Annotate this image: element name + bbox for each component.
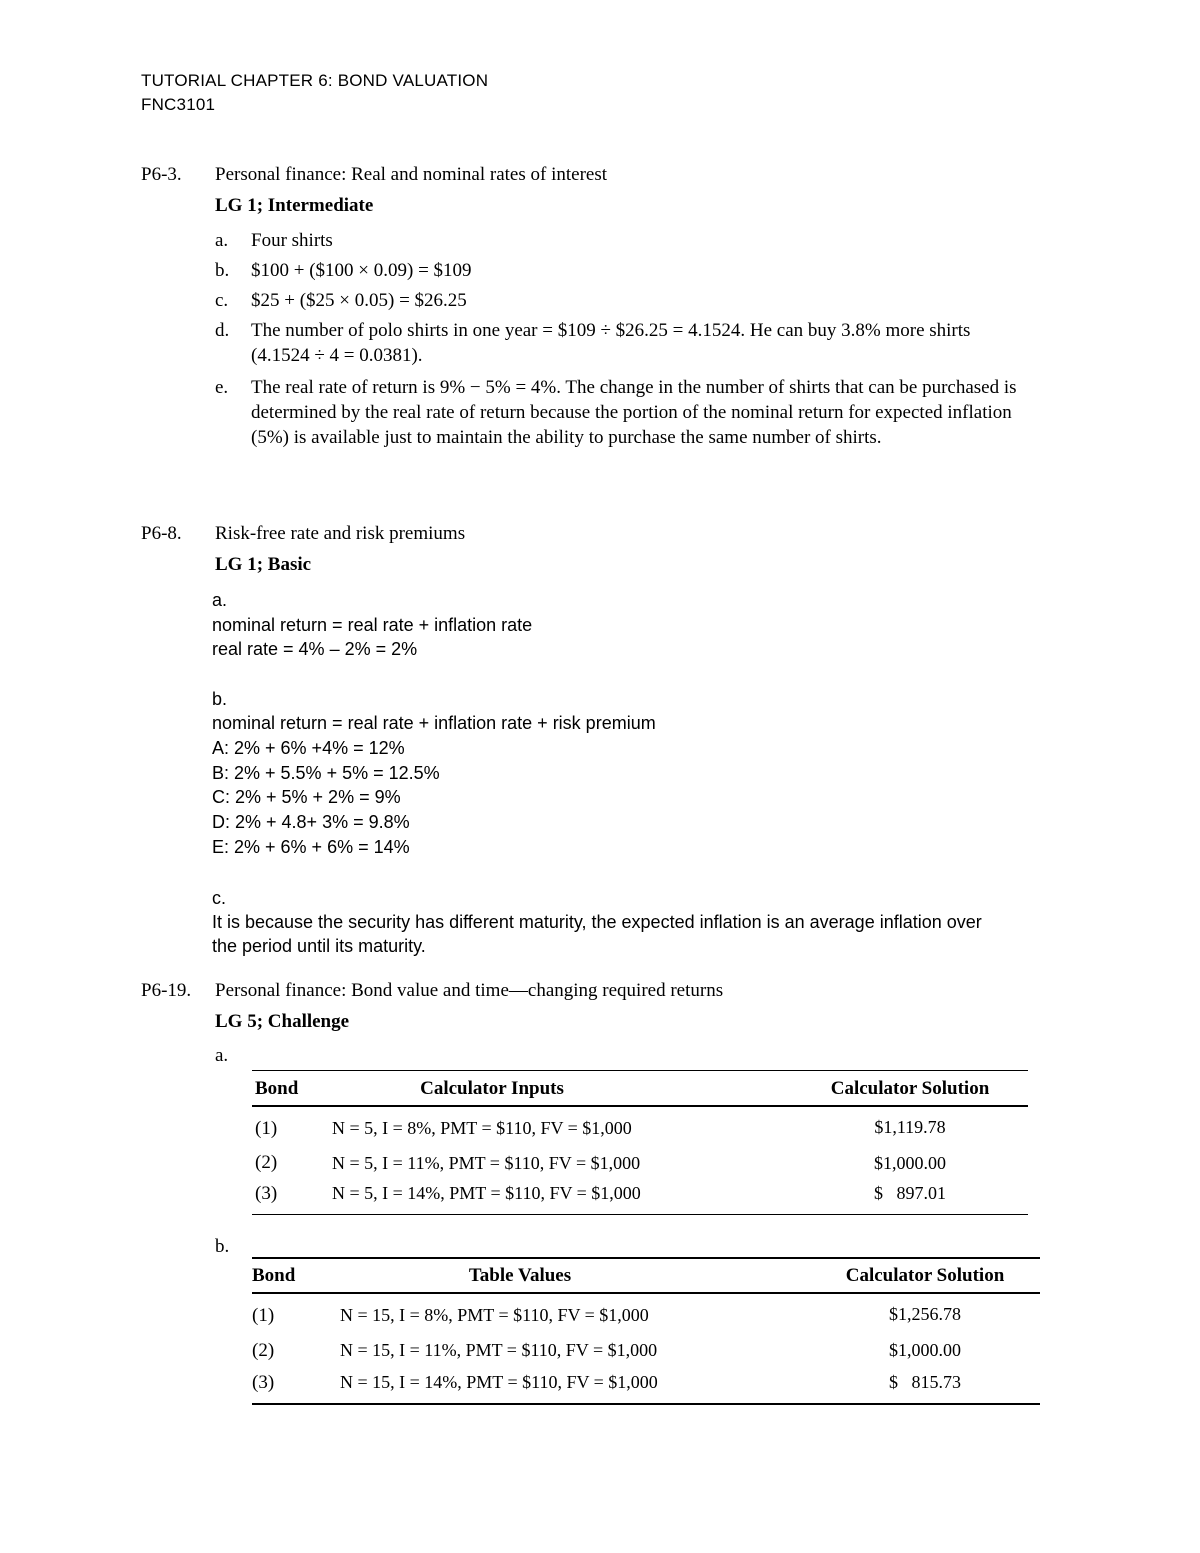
problem-number-p6-8: P6-8. <box>141 523 182 544</box>
problem-level-p6-3: LG 1; Intermediate <box>215 195 374 216</box>
problem-number-p6-3: P6-3. <box>141 164 182 185</box>
course-code: FNC3101 <box>141 95 216 114</box>
inputs-cell: N = 5, I = 11%, PMT = $110, FV = $1,000 <box>332 1152 641 1173</box>
calc-line: nominal return = real rate + inflation rate <box>212 615 533 635</box>
solution-cell: $ 897.01 <box>874 1183 946 1204</box>
calc-line: A: 2% + 6% +4% = 12% <box>212 738 405 758</box>
item-label: b. <box>215 260 230 281</box>
solution-cell: $1,000.00 <box>889 1340 961 1360</box>
column-header-bond: Bond <box>252 1264 296 1286</box>
bond-cell: (1) <box>252 1304 275 1326</box>
solution-cell: $1,000.00 <box>874 1152 946 1173</box>
bond-table-a <box>252 1072 1028 1215</box>
item-text: Four shirts <box>251 230 333 251</box>
bond-cell: (1) <box>255 1117 278 1139</box>
part-label-b: b. <box>212 689 228 709</box>
column-header-inputs: Calculator Inputs <box>420 1077 564 1099</box>
inputs-cell: N = 15, I = 8%, PMT = $110, FV = $1,000 <box>340 1305 649 1325</box>
item-label: e. <box>215 377 229 398</box>
item-text: $25 + ($25 × 0.05) = $26.25 <box>251 290 467 311</box>
item-label: a. <box>215 230 229 251</box>
bond-cell: (3) <box>255 1182 278 1204</box>
inputs-cell: N = 15, I = 14%, PMT = $110, FV = $1,000 <box>340 1372 658 1392</box>
item-label: c. <box>215 290 229 311</box>
table-row <box>252 1293 1040 1333</box>
bond-table-b <box>252 1259 1040 1405</box>
table-row <box>252 1106 1028 1146</box>
table-row <box>252 1333 1040 1368</box>
item-text: $100 + ($100 × 0.09) = $109 <box>251 260 472 281</box>
document-title: TUTORIAL CHAPTER 6: BOND VALUATION <box>141 71 489 90</box>
problem-title-p6-19: Personal finance: Bond value and time—changing required returns <box>215 980 724 1001</box>
calc-line: real rate = 4% – 2% = 2% <box>212 639 418 659</box>
column-header-solution: Calculator Solution <box>830 1077 990 1099</box>
column-header-inputs: Table Values <box>468 1264 572 1286</box>
solution-cell: $1,119.78 <box>874 1117 946 1137</box>
part-label-a: a. <box>212 590 228 610</box>
bond-cell: (2) <box>255 1152 278 1173</box>
part-label-c: c. <box>212 888 227 908</box>
item-text: The real rate of return is 9% − 5% = 4%. The change in the number of shirts that can be purchased is determined by the real rate of return because the portion of the nominal return for expected inflation (5%) is available just to maintain the ability to purchase the same number of shirts. <box>251 377 1017 448</box>
item-text: The number of polo shirts in one year = $109 ÷ $26.25 = 4.1524. He can buy 3.8% more shirts (4.1524 ÷ 4 = 0.0381). <box>251 320 971 366</box>
inputs-cell: N = 5, I = 14%, PMT = $110, FV = $1,000 <box>332 1183 641 1204</box>
table-row <box>252 1368 1040 1404</box>
solution-cell: $ 815.73 <box>889 1372 961 1392</box>
problem-title-p6-8: Risk-free rate and risk premiums <box>215 523 466 544</box>
table-a-top-rule <box>252 1070 1028 1071</box>
problem-title-p6-3: Personal finance: Real and nominal rates of interest <box>215 164 608 185</box>
problem-level-p6-8: LG 1; Basic <box>215 554 312 575</box>
table-b-label: b. <box>215 1236 230 1257</box>
calc-line: C: 2% + 5% + 2% = 9% <box>212 787 401 807</box>
calc-line: B: 2% + 5.5% + 5% = 12.5% <box>212 763 440 783</box>
calc-line: the period until its maturity. <box>212 936 426 956</box>
inputs-cell: N = 5, I = 8%, PMT = $110, FV = $1,000 <box>332 1118 632 1138</box>
inputs-cell: N = 15, I = 11%, PMT = $110, FV = $1,000 <box>340 1340 658 1360</box>
problem-level-p6-19: LG 5; Challenge <box>215 1011 350 1032</box>
problem-number-p6-19: P6-19. <box>141 980 192 1001</box>
calc-line: nominal return = real rate + inflation rate + risk premium <box>212 713 656 733</box>
column-header-bond: Bond <box>255 1077 299 1099</box>
calc-line: It is because the security has different maturity, the expected inflation is an average inflation over <box>212 912 982 932</box>
table-row <box>252 1146 1028 1180</box>
table-row <box>252 1180 1028 1214</box>
item-label: d. <box>215 320 230 341</box>
bond-cell: (2) <box>252 1339 275 1361</box>
table-a-label: a. <box>215 1045 229 1066</box>
bond-cell: (3) <box>252 1371 275 1393</box>
column-header-solution: Calculator Solution <box>845 1264 1005 1286</box>
calc-line: E: 2% + 6% + 6% = 14% <box>212 837 410 857</box>
calc-line: D: 2% + 4.8+ 3% = 9.8% <box>212 812 410 832</box>
solution-cell: $1,256.78 <box>889 1304 961 1324</box>
